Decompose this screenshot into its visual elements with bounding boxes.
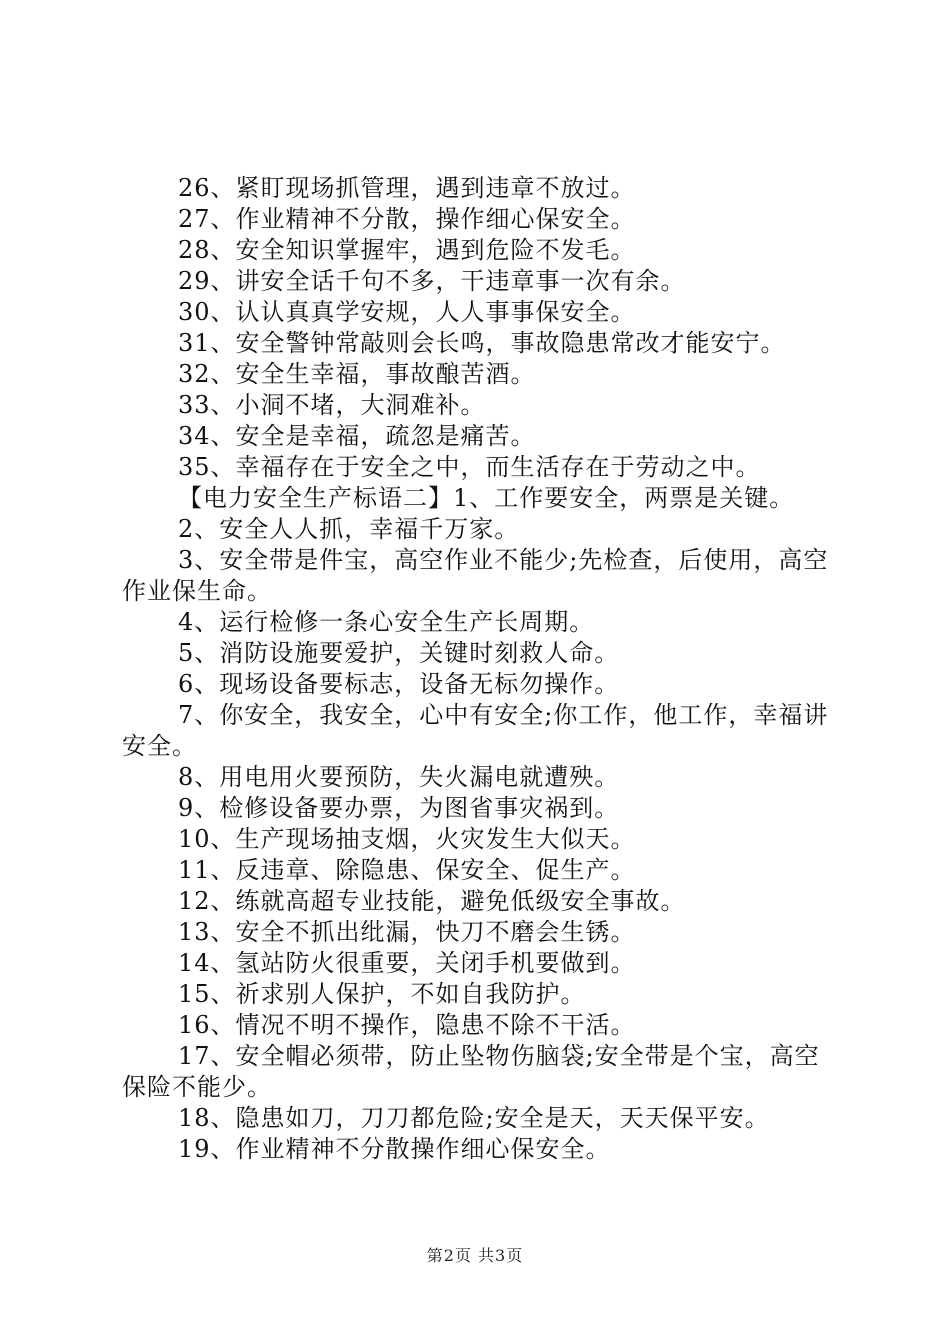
paragraph: 14、氢站防火很重要，关闭手机要做到。 [178,949,636,977]
paragraph: 35、幸福存在于安全之中，而生活存在于劳动之中。 [178,453,761,481]
paragraph: 28、安全知识掌握牢，遇到危险不发毛。 [178,236,636,264]
paragraph: 26、紧盯现场抓管理，遇到违章不放过。 [178,174,636,202]
paragraph: 15、祈求别人保护，不如自我防护。 [178,980,586,1008]
paragraph: 3、安全带是件宝，高空作业不能少;先检查，后使用，高空作业保生命。 [122,546,829,605]
paragraph: 9、检修设备要办票，为图省事灾祸到。 [178,794,620,822]
paragraph: 16、情况不明不操作，隐患不除不干活。 [178,1011,636,1039]
paragraph: 30、认认真真学安规，人人事事保安全。 [178,298,636,326]
paragraph: 18、隐患如刀，刀刀都危险;安全是天，天天保平安。 [178,1104,770,1132]
section-heading-paragraph: 【电力安全生产标语二】1、工作要安全，两票是关键。 [178,484,795,512]
paragraph: 5、消防设施要爱护，关键时刻救人命。 [178,639,620,667]
paragraph: 13、安全不抓出纰漏，快刀不磨会生锈。 [178,918,636,946]
paragraph: 11、反违章、除隐患、保安全、促生产。 [178,856,636,884]
paragraph: 6、现场设备要标志，设备无标勿操作。 [178,670,620,698]
paragraph: 4、运行检修一条心安全生产长周期。 [178,608,595,636]
paragraph: 32、安全生幸福，事故酿苦酒。 [178,360,536,388]
paragraph: 17、安全帽必须带，防止坠物伤脑袋;安全带是个宝，高空保险不能少。 [122,1042,820,1101]
paragraph: 27、作业精神不分散，操作细心保安全。 [178,205,636,233]
document-body [122,173,834,1165]
page-footer [0,1243,950,1266]
paragraph: 8、用电用火要预防，失火漏电就遭殃。 [178,763,620,791]
paragraph: 19、作业精神不分散操作细心保安全。 [178,1135,611,1163]
paragraph: 34、安全是幸福，疏忽是痛苦。 [178,422,536,450]
paragraph: 10、生产现场抽支烟，火灾发生大似天。 [178,825,636,853]
paragraph: 2、安全人人抓，幸福千万家。 [178,515,520,543]
paragraph: 7、你安全，我安全，心中有安全;你工作，他工作，幸福讲安全。 [122,701,829,760]
page-number-label: 第2页 共3页 [426,1246,524,1265]
paragraph: 12、练就高超专业技能，避免低级安全事故。 [178,887,686,915]
paragraph: 29、讲安全话千句不多，干违章事一次有余。 [178,267,686,295]
paragraph: 31、安全警钟常敲则会长鸣，事故隐患常改才能安宁。 [178,329,786,357]
paragraph: 33、小洞不堵，大洞难补。 [178,391,486,419]
